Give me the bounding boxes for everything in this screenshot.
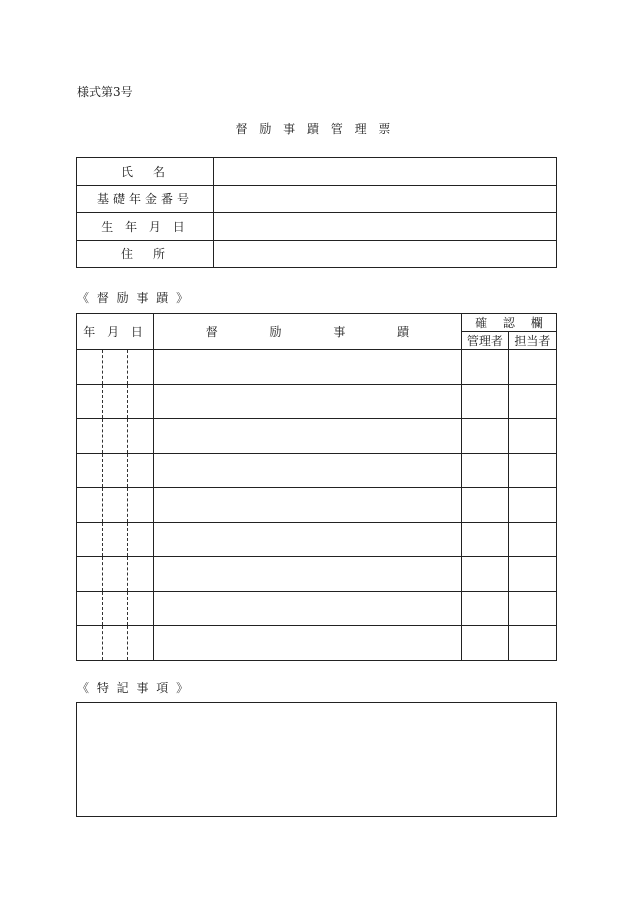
achievement-date-cell[interactable] (77, 350, 154, 385)
achievement-date-cell[interactable] (77, 384, 154, 419)
achievement-row (77, 488, 557, 523)
achievement-row (77, 522, 557, 557)
manager-confirm-cell[interactable] (461, 453, 508, 488)
manager-confirm-cell[interactable] (461, 350, 508, 385)
manager-confirm-cell[interactable] (461, 419, 508, 454)
confirm-column-header: 確 認 欄 (461, 314, 556, 332)
date-divider (127, 488, 128, 522)
manager-confirm-cell[interactable] (461, 591, 508, 626)
achievement-content-cell[interactable] (154, 384, 462, 419)
manager-confirm-cell[interactable] (461, 488, 508, 523)
achievement-row (77, 384, 557, 419)
date-divider (127, 557, 128, 591)
achievement-row (77, 453, 557, 488)
date-divider (127, 385, 128, 419)
date-divider (102, 350, 103, 384)
person-confirm-cell[interactable] (508, 384, 556, 419)
achievement-row (77, 591, 557, 626)
date-divider (127, 419, 128, 453)
date-divider (102, 626, 103, 660)
achievement-content-cell[interactable] (154, 626, 462, 661)
date-divider (102, 523, 103, 557)
achievement-date-cell[interactable] (77, 453, 154, 488)
person-confirm-cell[interactable] (508, 626, 556, 661)
date-divider (127, 626, 128, 660)
manager-column-header: 管理者 (461, 332, 508, 350)
address-field[interactable] (214, 240, 557, 268)
date-divider (102, 488, 103, 522)
info-row-address (77, 240, 557, 268)
achievements-body (77, 350, 557, 661)
achievement-date-cell[interactable] (77, 557, 154, 592)
achievement-date-cell[interactable] (77, 591, 154, 626)
personal-info-table (76, 157, 557, 268)
birthdate-label: 生 年 月 日 (77, 213, 214, 241)
achievements-heading: 《 督 励 事 蹟 》 (77, 291, 191, 305)
achievement-date-cell[interactable] (77, 522, 154, 557)
date-divider (127, 523, 128, 557)
notes-field[interactable] (76, 702, 557, 817)
form-number: 様式第3号 (77, 85, 133, 99)
person-confirm-cell[interactable] (508, 453, 556, 488)
person-column-header: 担当者 (508, 332, 556, 350)
achievement-date-cell[interactable] (77, 488, 154, 523)
achievement-row (77, 350, 557, 385)
document-title: 督 励 事 蹟 管 理 票 (235, 122, 395, 136)
achievement-row (77, 626, 557, 661)
achievements-table (76, 313, 557, 661)
person-confirm-cell[interactable] (508, 591, 556, 626)
manager-confirm-cell[interactable] (461, 384, 508, 419)
date-divider (102, 592, 103, 626)
notes-heading: 《 特 記 事 項 》 (77, 681, 191, 695)
achievement-content-cell[interactable] (154, 350, 462, 385)
achievement-content-cell[interactable] (154, 591, 462, 626)
manager-confirm-cell[interactable] (461, 626, 508, 661)
date-divider (127, 454, 128, 488)
date-divider (102, 557, 103, 591)
achievements-header-row (77, 314, 557, 332)
date-divider (127, 350, 128, 384)
name-label: 氏 名 (77, 158, 214, 186)
achievement-date-cell[interactable] (77, 626, 154, 661)
pension-number-label: 基礎年金番号 (77, 185, 214, 213)
info-row-birthdate (77, 213, 557, 241)
manager-confirm-cell[interactable] (461, 557, 508, 592)
achievement-row (77, 557, 557, 592)
achievement-content-cell[interactable] (154, 453, 462, 488)
person-confirm-cell[interactable] (508, 557, 556, 592)
person-confirm-cell[interactable] (508, 522, 556, 557)
achievement-date-cell[interactable] (77, 419, 154, 454)
date-divider (102, 454, 103, 488)
date-column-header: 年 月 日 (77, 314, 154, 350)
name-field[interactable] (214, 158, 557, 186)
date-divider (127, 592, 128, 626)
person-confirm-cell[interactable] (508, 488, 556, 523)
info-row-name (77, 158, 557, 186)
achievement-content-cell[interactable] (154, 419, 462, 454)
info-row-pension-number (77, 185, 557, 213)
content-column-header: 督 励 事 蹟 (154, 314, 462, 350)
address-label: 住 所 (77, 240, 214, 268)
achievement-content-cell[interactable] (154, 488, 462, 523)
achievement-row (77, 419, 557, 454)
date-divider (102, 385, 103, 419)
pension-number-field[interactable] (214, 185, 557, 213)
manager-confirm-cell[interactable] (461, 522, 508, 557)
birthdate-field[interactable] (214, 213, 557, 241)
person-confirm-cell[interactable] (508, 419, 556, 454)
date-divider (102, 419, 103, 453)
achievement-content-cell[interactable] (154, 557, 462, 592)
person-confirm-cell[interactable] (508, 350, 556, 385)
achievement-content-cell[interactable] (154, 522, 462, 557)
